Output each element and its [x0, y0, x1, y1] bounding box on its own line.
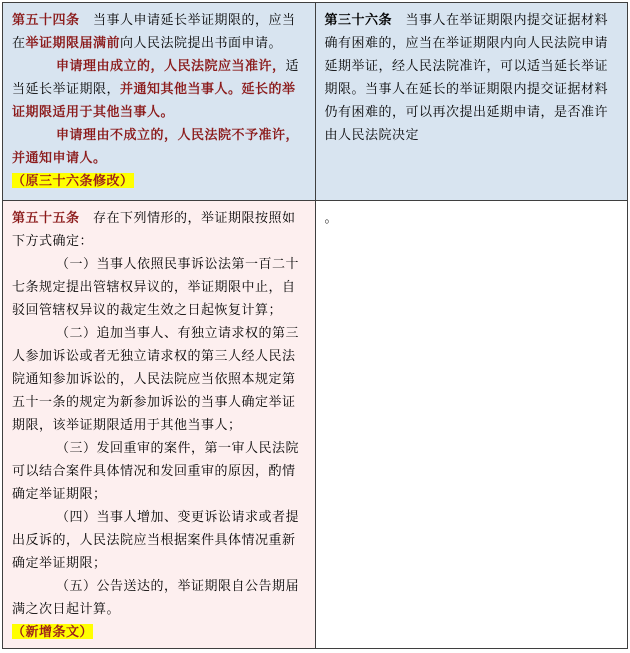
paragraph: [12, 206, 306, 252]
text-run: （二）追加当事人、有独立请求权的第三人参加诉讼或者无独立请求权的第三人经人民法院通知参加诉讼的，人民法院应当依照本规定第五十一条的规定为新参加诉讼的当事人确定举证期限，该举证期限适用于其他当事人；: [12, 325, 300, 432]
revision-note: （原三十六条修改）: [12, 173, 134, 188]
text-run: 当事人申请延长举证期限的，应当在: [12, 12, 296, 50]
cell-article-55-new: [3, 201, 316, 649]
text-run: 存在下列情形的，举证期限按照如下方式确定：: [12, 210, 296, 248]
text-run: 举证期限届满前: [25, 35, 121, 50]
new-article-note: （新增条文）: [12, 624, 94, 639]
paragraph: [12, 169, 306, 192]
text-run: （四）当事人增加、变更诉讼请求或者提出反诉的，人民法院应当根据案件具体情况重新确定举证期限；: [12, 509, 300, 570]
comparison-table: [2, 2, 628, 649]
text-run: 并通知其他当事人。延长的举证期限适用于其他当事人。: [12, 81, 296, 119]
paragraph: [12, 8, 306, 54]
article-number: 第五十四条: [12, 12, 80, 27]
text-run: （五）公告送达的，举证期限自公告期届满之次日起计算。: [12, 578, 300, 616]
paragraph: [325, 206, 619, 229]
paragraph: [12, 574, 306, 620]
text-run: 。: [324, 210, 339, 225]
cell-article-36-old: [315, 3, 628, 201]
text-run: （三）发回重审的案件，第一审人民法院可以结合案件具体情况和发回重审的原因，酌情确定举证期限；: [12, 440, 300, 501]
paragraph: [12, 620, 306, 643]
cell-article-55-old: [315, 201, 628, 649]
text-run: 向人民法院提出书面申请。: [120, 35, 283, 50]
paragraph: [12, 505, 306, 574]
article-number: 第五十五条: [12, 210, 80, 225]
text-run: 当事人在举证期限内提交证据材料确有困难的，应当在举证期限内向人民法院申请延期举证，经人民法院准许，可以适当延长举证期限。当事人在延长的举证期限内提交证据材料仍有困难的，可以再次提出延期申请，是否准许由人民法院决定: [324, 12, 609, 142]
cell-article-54-new: [3, 3, 316, 201]
text-run: 申请理由不成立的，人民法院不予准许，并通知申请人。: [12, 127, 300, 165]
paragraph: [12, 252, 306, 321]
text-run: 申请理由成立的，人民法院应当准许，: [56, 58, 286, 73]
paragraph: [325, 8, 619, 146]
text-run: （一）当事人依照民事诉讼法第一百二十七条规定提出管辖权异议的，举证期限中止，自驳回管辖权异议的裁定生效之日起恢复计算；: [12, 256, 300, 317]
paragraph: [12, 54, 306, 123]
text-run: 适当延长举证期限，: [12, 58, 300, 96]
paragraph: [12, 123, 306, 169]
paragraph: [12, 436, 306, 505]
article-number: 第三十六条: [324, 12, 393, 27]
paragraph: [12, 321, 306, 436]
